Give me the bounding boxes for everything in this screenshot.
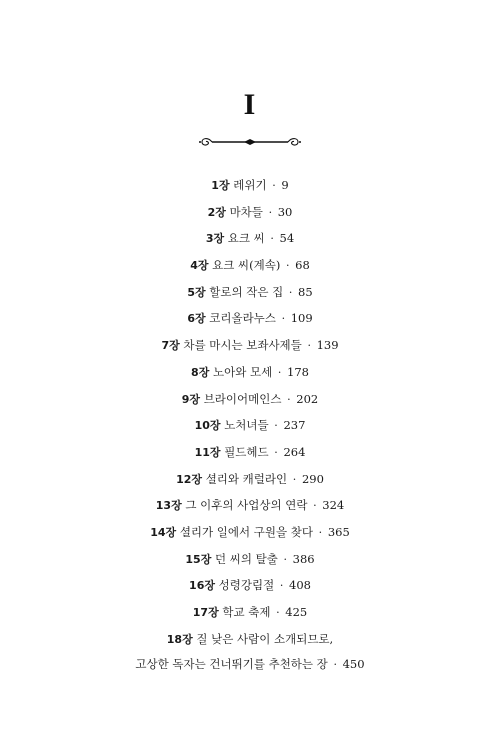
chapter-number: 10장 [194,419,221,433]
chapter-title: 요크 씨 [227,231,265,246]
chapter-title: 그 이후의 사업상의 연락 [185,498,308,513]
chapter-number: 16장 [189,579,215,593]
toc-entry-12[interactable] [0,466,500,493]
separator-dot: · [283,552,287,566]
chapter-page: 202 [296,391,319,406]
chapter-page: 85 [298,284,313,299]
separator-dot: · [276,606,280,619]
chapter-title: 노처녀들 [224,418,269,433]
chapter-page: 290 [301,471,324,486]
chapter-number: 8장 [191,365,210,379]
chapter-page: 450 [342,657,365,672]
toc-entry-1[interactable] [0,172,500,199]
chapter-page: 408 [289,578,311,593]
chapter-number: 12장 [176,472,203,486]
toc-entry-3[interactable] [0,225,500,252]
chapter-title: 필드헤드 [224,444,269,459]
chapter-title: 할로의 작은 집 [209,284,284,299]
chapter-number: 6장 [187,312,206,326]
chapter-title-line1: 질 낮은 사람이 소개되므로, [196,631,334,646]
chapter-title: 요크 씨(계속) [212,258,281,273]
chapter-number: 7장 [161,339,180,353]
chapter-title: 노아와 모세 [212,364,273,379]
toc-entry-15[interactable] [0,546,500,573]
chapter-number: 4장 [190,259,209,273]
chapter-number: 1장 [211,179,230,192]
chapter-page: 109 [290,311,313,326]
separator-dot: · [274,445,278,459]
chapter-title: 차를 마시는 보좌사제들 [183,338,302,353]
separator-dot: · [274,419,278,433]
toc-entry-18-line2 [0,653,500,676]
chapter-page: 425 [285,605,308,619]
chapter-title: 던 씨의 탈출 [214,551,278,566]
chapter-page: 178 [287,364,309,379]
chapter-page: 9 [281,178,289,192]
chapter-page: 386 [292,551,315,566]
separator-dot: · [268,205,273,219]
toc-entry-2[interactable] [0,199,500,226]
separator-dot: · [272,179,276,192]
scroll-divider-ornament-icon [198,134,302,150]
chapter-page: 54 [279,231,295,246]
chapter-number: 9장 [181,392,201,406]
toc-entry-10[interactable] [0,412,500,439]
chapter-page: 365 [327,524,350,539]
chapter-title: 브라이어메인스 [203,391,282,406]
toc-entry-17[interactable] [0,599,500,626]
separator-dot: · [313,499,317,513]
chapter-page: 30 [277,204,293,219]
separator-dot: · [279,579,284,593]
chapter-title: 코리올라누스 [209,311,276,326]
chapter-number: 3장 [205,232,225,246]
chapter-title: 성령강림절 [218,578,275,593]
chapter-title-line2: 고상한 독자는 건너뛰기를 추천하는 장 [135,657,328,672]
chapter-title: 레위기 [233,178,267,192]
chapter-page: 139 [316,338,339,353]
separator-dot: · [292,472,297,486]
toc-entry-4[interactable] [0,252,500,279]
separator-dot: · [281,312,286,326]
toc-entry-16[interactable] [0,572,500,599]
chapter-title: 학교 축제 [222,605,271,619]
chapter-number: 2장 [207,205,226,219]
toc-entry-13[interactable] [0,492,500,519]
chapter-number: 14장 [150,525,177,539]
chapter-number: 11장 [194,445,221,459]
chapter-page: 264 [283,444,306,459]
separator-dot: · [285,259,290,273]
chapter-page: 68 [295,258,310,273]
toc-entry-8[interactable] [0,359,500,386]
toc-entry-7[interactable] [0,332,500,359]
chapter-number: 15장 [185,552,212,566]
separator-dot: · [333,658,337,672]
toc-entry-18-line1 [0,626,500,654]
chapter-number: 17장 [192,606,219,619]
separator-dot: · [287,392,291,406]
separator-dot: · [318,525,323,539]
chapter-title: 마차들 [229,204,263,219]
chapter-number: 18장 [166,632,193,646]
chapter-page: 324 [322,498,345,513]
toc-entry-9[interactable] [0,386,500,413]
separator-dot: · [307,339,311,353]
chapter-title: 셜리와 캐럴라인 [205,471,288,486]
toc-entry-6[interactable] [0,305,500,332]
chapter-title: 셜리가 일에서 구원을 찾다 [179,524,313,539]
separator-dot: · [288,285,293,299]
table-of-contents [0,172,500,676]
toc-entry-11[interactable] [0,439,500,466]
part-numeral: I [243,88,257,121]
chapter-page: 237 [283,418,306,433]
chapter-number: 13장 [155,499,182,513]
chapter-number: 5장 [187,285,206,299]
toc-entry-18[interactable] [0,626,500,677]
separator-dot: · [270,232,274,246]
toc-entry-14[interactable] [0,519,500,546]
separator-dot: · [277,365,282,379]
toc-entry-5[interactable] [0,279,500,306]
